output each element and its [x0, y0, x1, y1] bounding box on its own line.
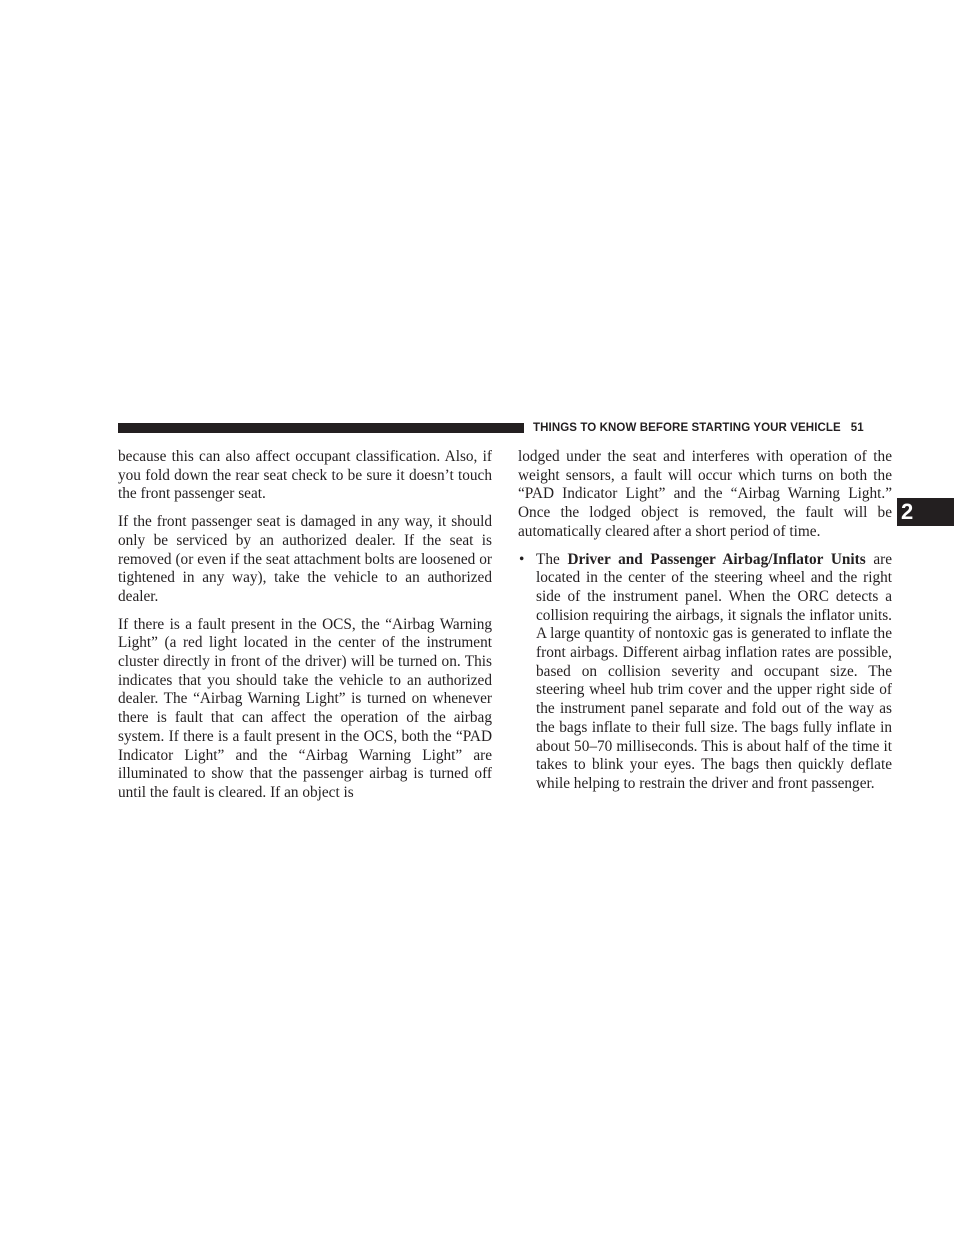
right-column — [518, 448, 892, 803]
bullet-item-airbag-units — [518, 551, 892, 794]
bullet-text: are located in the center of the steering wheel and the right side of the instrument panel. When the ORC detects a collision requiring the airbags, it signals the inflator units. A large quantity of nontoxic gas is generated to inflate the front airbags. Different airbag inflation rates are possible, based on collision severity and occupant size. The steering wheel hub trim cover and the upper right side of the instrument panel separate and fold out of the way as the bags inflate to their full size. The bags fully inflate in about 50–70 milliseconds. This is about half of the time it takes to blink your eyes. The bags then quickly deflate while helping to restrain the driver and front passenger. — [536, 550, 893, 792]
left-paragraph-1: because this can also affect occupant classification. Also, if you fold down the rear seat check to be sure it doesn’t touch the front passenger seat. — [118, 448, 492, 503]
bullet-icon: • — [519, 550, 525, 568]
left-column — [118, 448, 492, 812]
right-paragraph-1: lodged under the seat and interferes with operation of the weight sensors, a fault will occur which turns on both the “PAD Indicator Light” and the “Airbag Warning Light.” Once the lodged object is removed, the fault will be automatically cleared after a short period of time. — [518, 448, 892, 540]
left-paragraph-3: If there is a fault present in the OCS, the “Airbag Warning Light” (a red light located in the center of the instrument cluster directly in front of the driver) will be turned on. This indicates that you should take the vehicle to an authorized dealer. The “Airbag Warning Light” is turned on whenever there is fault that can affect the operation of the airbag system. If there is a fault present in the OCS, both the “PAD Indicator Light” and the “Airbag Warning Light” are illuminated to show that the passenger airbag is turned off until the fault is cleared. If an object is — [118, 615, 492, 801]
header-title: THINGS TO KNOW BEFORE STARTING YOUR VEHICLE — [533, 422, 841, 434]
running-header — [533, 420, 893, 436]
left-paragraph-2: If the front passenger seat is damaged in any way, it should only be serviced by an authorized dealer. If the seat is removed (or even if the seat attachment bolts are loosened or tightened in any way), take the vehicle to an authorized dealer. — [118, 513, 492, 605]
bullet-bold-term: Driver and Passenger Airbag/Inflator Units — [567, 550, 866, 568]
chapter-tab: 2 — [897, 498, 954, 526]
page-number: 51 — [850, 422, 864, 434]
header-rule — [118, 423, 524, 433]
bullet-lead: The — [536, 550, 560, 568]
